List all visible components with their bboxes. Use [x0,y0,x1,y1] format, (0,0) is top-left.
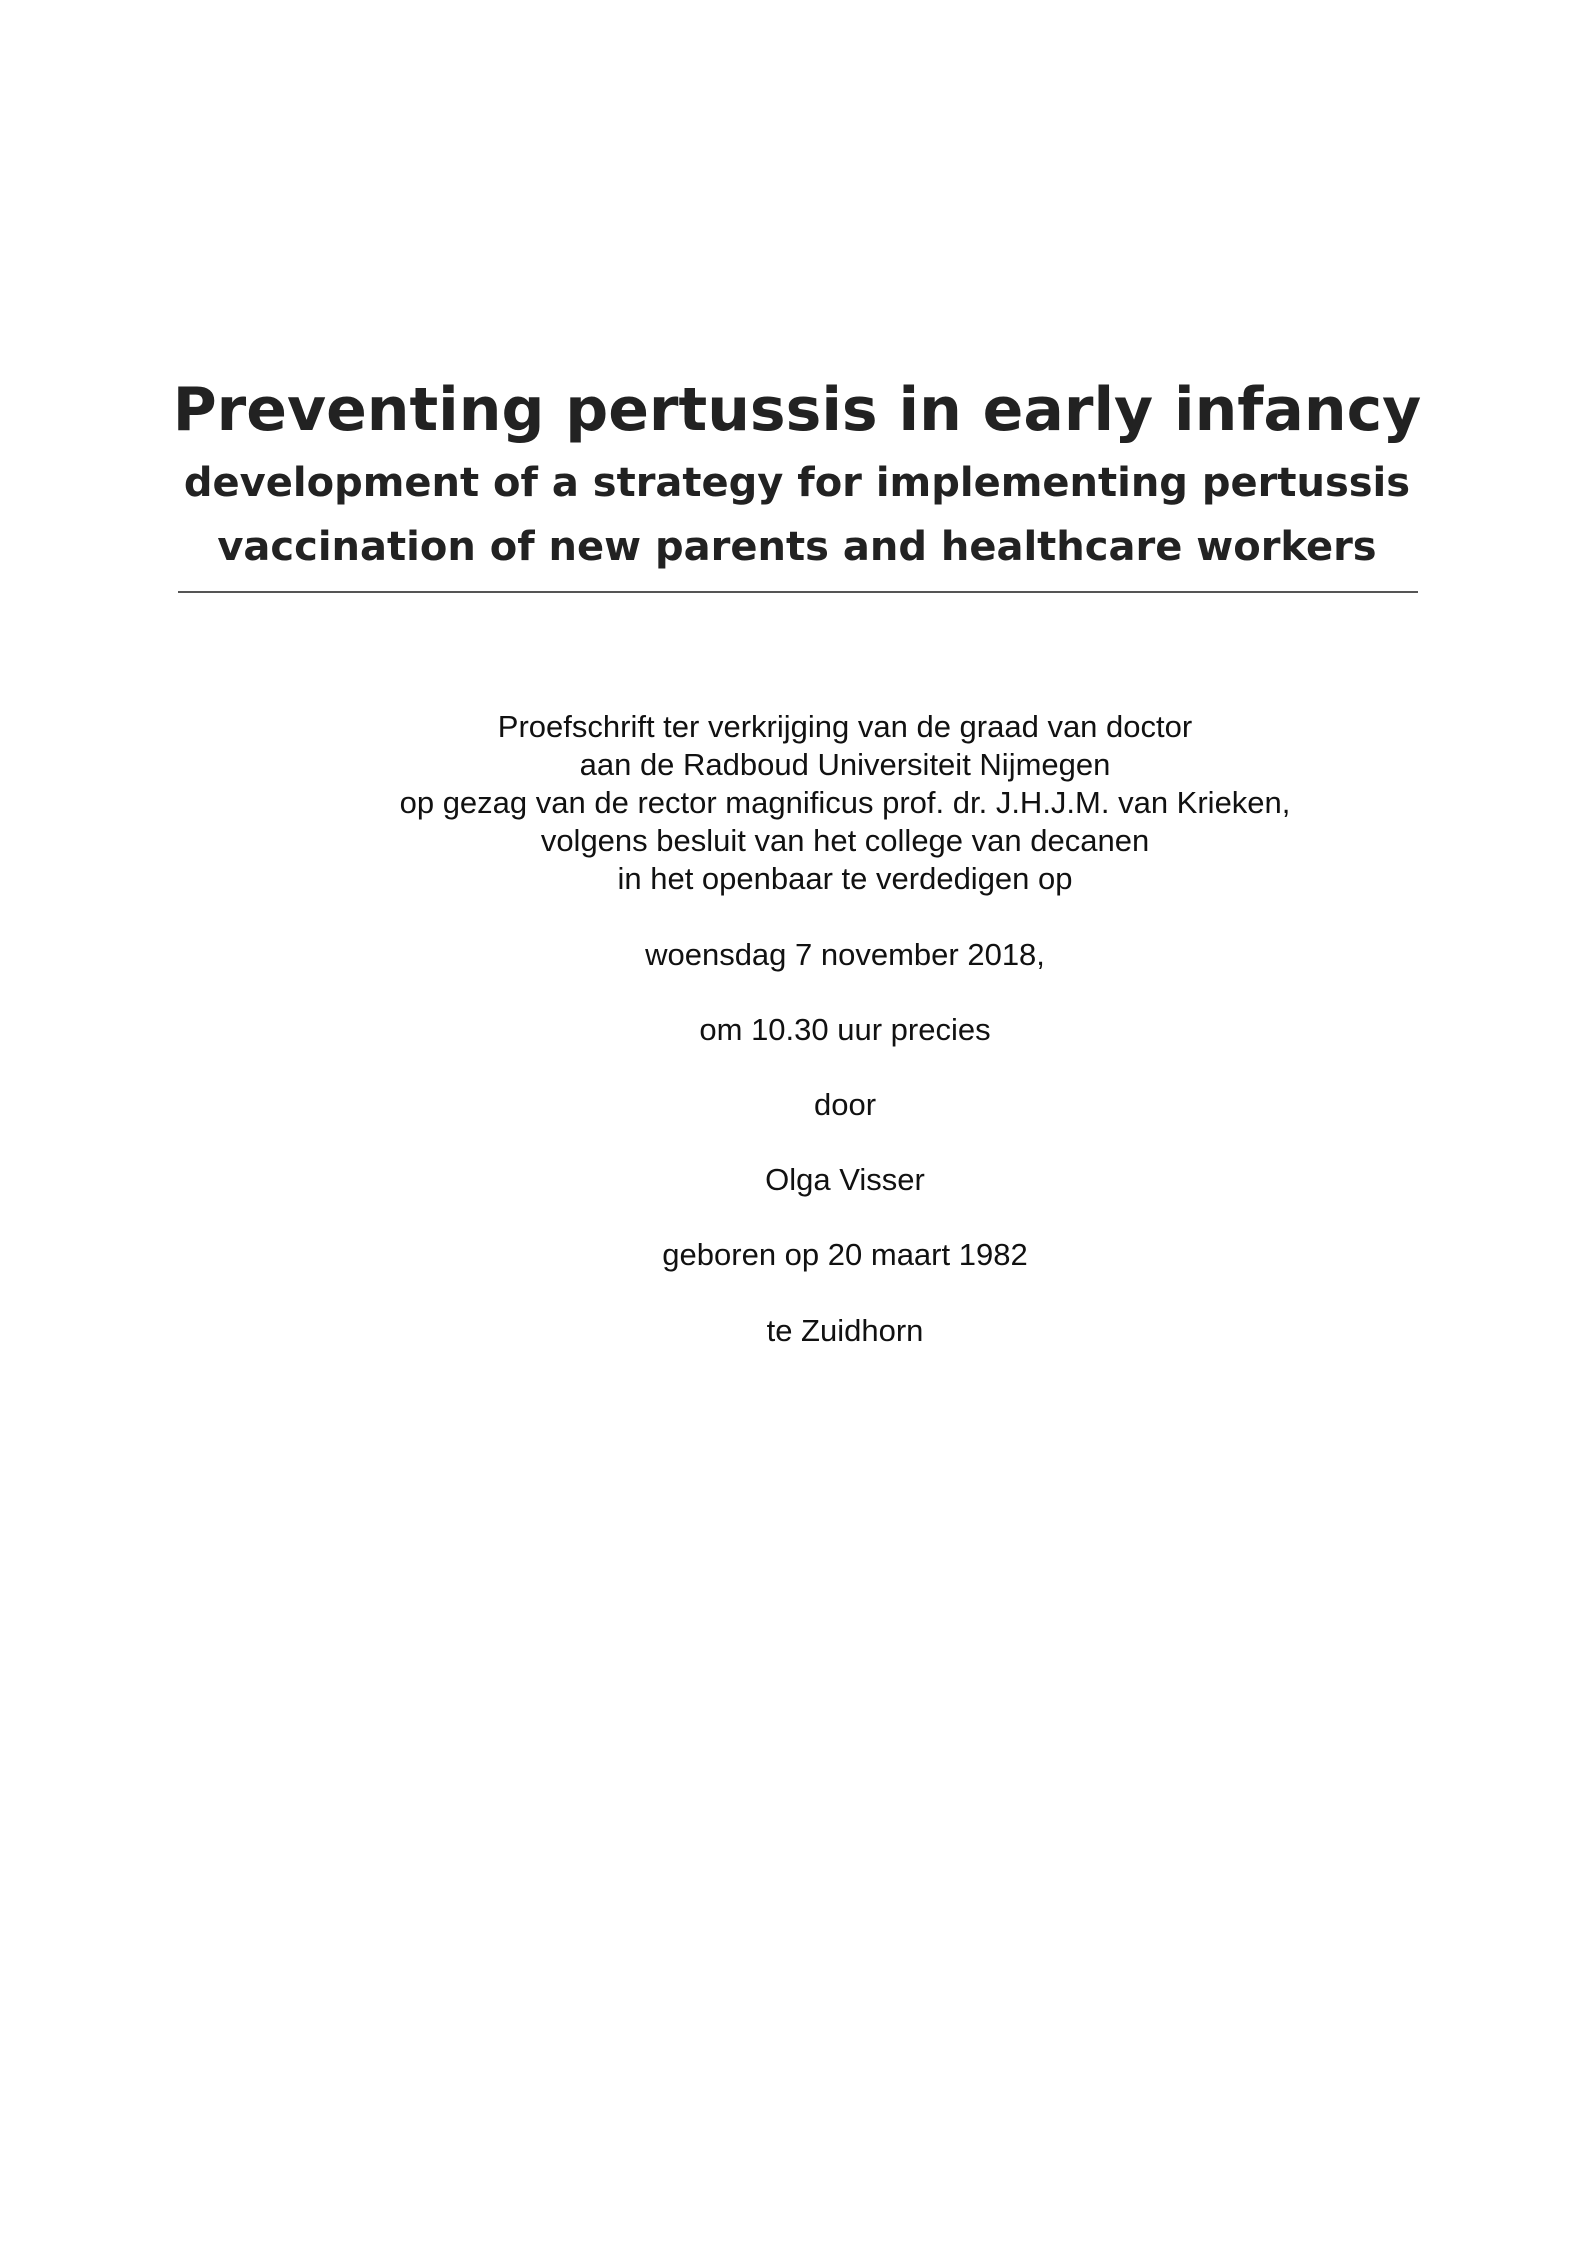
title-block [0,370,1594,578]
defense-time: om 10.30 uur precies [699,1012,991,1047]
birth-place: te Zuidhorn [766,1313,924,1348]
intro-line: aan de Radboud Universiteit Nijmegen [579,747,1111,782]
title-divider [178,591,1418,593]
birth-date: geboren op 20 maart 1982 [662,1237,1028,1272]
intro-line: Proefschrift ter verkrijging van de graad van doctor [497,709,1193,744]
defense-date: woensdag 7 november 2018, [645,937,1045,972]
thesis-subtitle-line-2: vaccination of new parents and healthcare workers [217,524,1377,570]
intro-line: in het openbaar te verdedigen op [617,861,1073,896]
thesis-subtitle-line-1: development of a strategy for implementing pertussis [183,460,1411,506]
intro-line: op gezag van de rector magnificus prof. dr. J.H.J.M. van Krieken, [399,785,1291,820]
author-name: Olga Visser [765,1162,925,1197]
defense-details [340,708,1350,1348]
intro-line: volgens besluit van het college van decanen [540,823,1150,858]
thesis-title: Preventing pertussis in early infancy [172,375,1422,445]
by-label: door [813,1087,877,1122]
